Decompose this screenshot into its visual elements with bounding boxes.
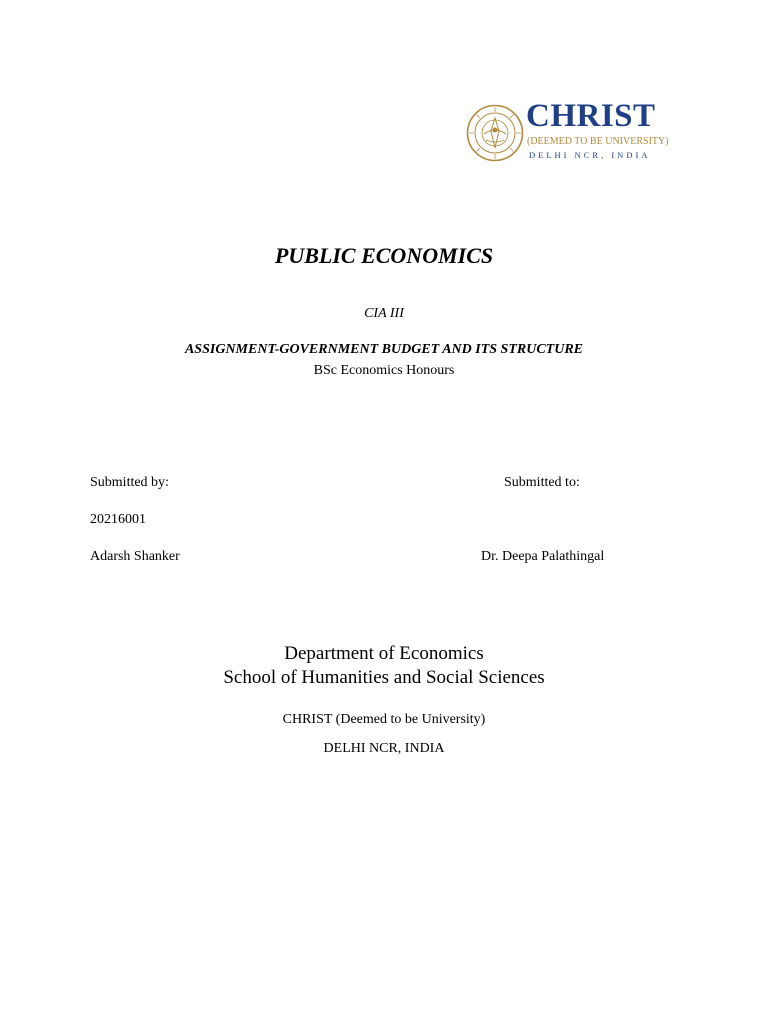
cia-label: CIA III [364,306,404,321]
logo-location-text: DELHI NCR, INDIA [529,150,651,160]
student-name: Adarsh Shanker [90,549,180,564]
department-name: Department of Economics [284,643,484,664]
assignment-title: ASSIGNMENT-GOVERNMENT BUDGET AND ITS STRUCTURE [184,342,584,357]
teacher-name: Dr. Deepa Palathingal [481,549,605,564]
course-name: BSc Economics Honours [313,363,455,378]
university-location: DELHI NCR, INDIA [323,741,445,756]
submitted-to-label: Submitted to: [504,475,580,490]
school-name: School of Humanities and Social Sciences [223,667,545,688]
page-title: PUBLIC ECONOMICS [274,243,494,268]
logo-wordmark: CHRIST [526,98,656,134]
submitted-by-label: Submitted by: [90,475,169,490]
university-logo [466,98,669,164]
university-seal-icon [466,104,524,162]
logo-deemed-text: (DEEMED TO BE UNIVERSITY) [527,136,669,147]
university-name: CHRIST (Deemed to be University) [282,712,486,727]
register-number: 20216001 [90,512,146,527]
